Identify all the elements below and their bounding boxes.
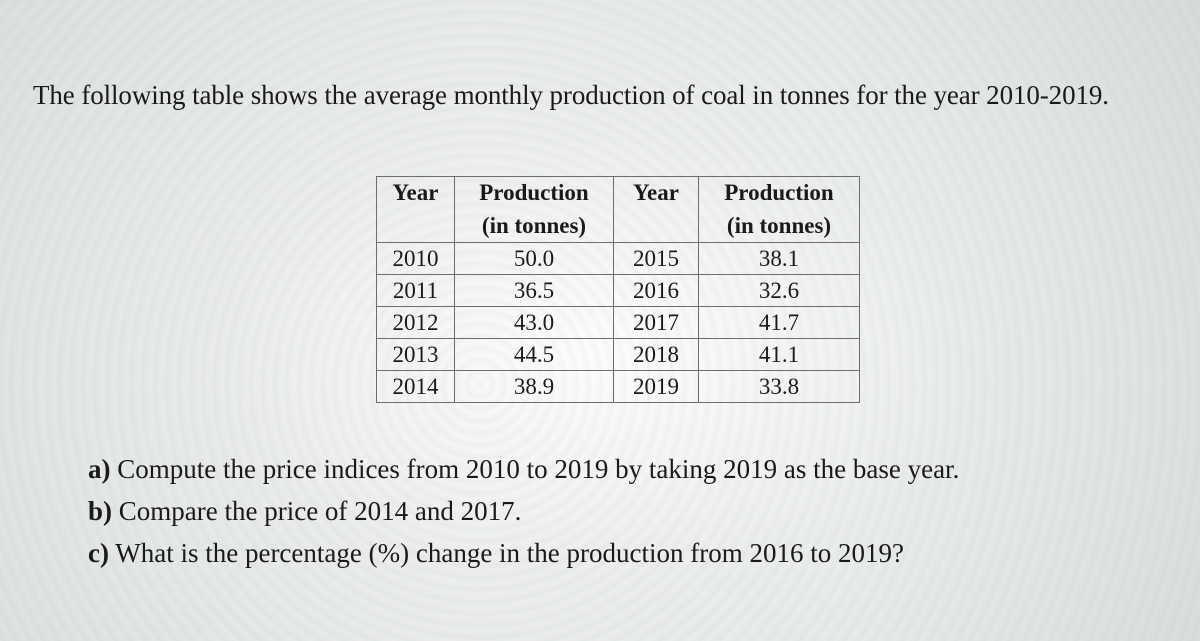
table-cell: 32.6	[699, 275, 860, 307]
table-cell: 2010	[377, 243, 455, 275]
table-cell: 44.5	[455, 339, 614, 371]
table-row	[377, 371, 860, 403]
table-cell: 2011	[377, 275, 455, 307]
table-row	[377, 243, 860, 275]
table-cell: 43.0	[455, 307, 614, 339]
table-cell: 2016	[614, 275, 699, 307]
table-cell: 38.1	[699, 243, 860, 275]
table-cell: 2013	[377, 339, 455, 371]
table-cell: 2012	[377, 307, 455, 339]
header-production-1: Production (in tonnes)	[455, 177, 614, 243]
question-a: a) Compute the price indices from 2010 to 2019 by taking 2019 as the base year.	[88, 454, 960, 484]
table-row	[377, 307, 860, 339]
table-cell: 38.9	[455, 371, 614, 403]
table-header-row	[377, 177, 860, 243]
table-cell: 2015	[614, 243, 699, 275]
table-cell: 33.8	[699, 371, 860, 403]
table-cell: 2014	[377, 371, 455, 403]
intro-text: The following table shows the average monthly production of coal in tonnes for the year 2010-2019.	[33, 80, 1109, 110]
question-list	[88, 454, 959, 580]
table-cell: 50.0	[455, 243, 614, 275]
table-cell: 41.1	[699, 339, 860, 371]
production-table	[376, 176, 860, 403]
table-cell: 2017	[614, 307, 699, 339]
table-cell: 36.5	[455, 275, 614, 307]
table-cell: 2019	[614, 371, 699, 403]
question-c: c) What is the percentage (%) change in the production from 2016 to 2019?	[88, 538, 904, 568]
header-year-1: Year	[377, 177, 455, 243]
table-row	[377, 275, 860, 307]
table-cell: 2018	[614, 339, 699, 371]
question-b: b) Compare the price of 2014 and 2017.	[88, 496, 522, 526]
header-year-2: Year	[614, 177, 699, 243]
table-cell: 41.7	[699, 307, 860, 339]
header-production-2: Production (in tonnes)	[699, 177, 860, 243]
table-row	[377, 339, 860, 371]
